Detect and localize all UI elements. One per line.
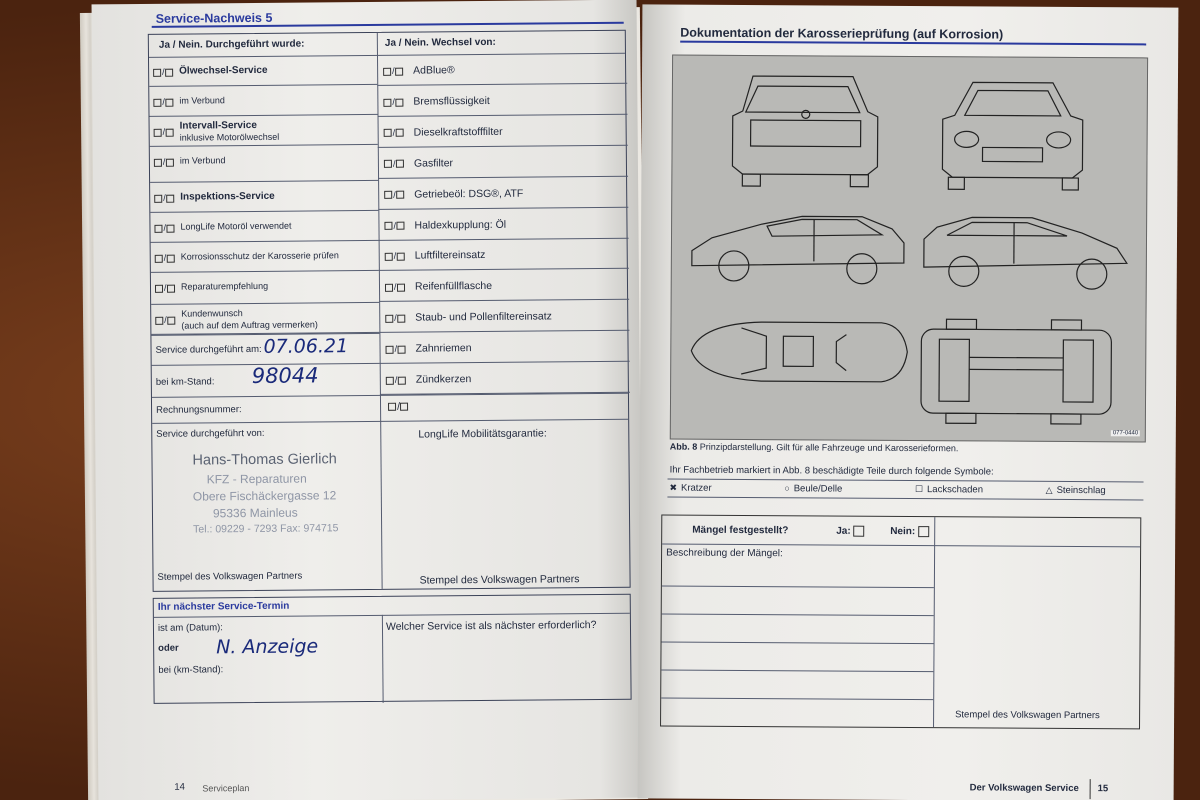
replacement-row[interactable]	[380, 362, 630, 395]
replacement-row-label: Staub- und Pollenfiltereinsatz	[415, 310, 552, 324]
replacement-row[interactable]	[377, 53, 627, 86]
service-row[interactable]	[150, 145, 378, 183]
left-page-number: 14	[174, 781, 185, 793]
replacement-row-label: Luftfiltereinsatz	[414, 249, 486, 262]
service-row[interactable]	[149, 85, 377, 117]
next-or-label: oder	[158, 642, 179, 654]
yes-no-checkbox[interactable]: /	[385, 282, 406, 292]
replacement-row[interactable]	[379, 238, 629, 271]
yes-no-checkbox[interactable]: /	[385, 251, 406, 261]
service-date-label: Service durchgeführt am:	[155, 343, 262, 356]
performed-by-label: Service durchgeführt von:	[156, 427, 265, 440]
replacement-row-label: AdBlue®	[413, 64, 455, 77]
service-row[interactable]	[150, 211, 378, 243]
km-value[interactable]: 98044	[251, 363, 319, 389]
yes-no-checkbox[interactable]: /	[385, 313, 406, 323]
yes-no-checkbox[interactable]: /	[384, 189, 405, 199]
replacement-row[interactable]	[378, 207, 628, 240]
no-checkbox[interactable]	[918, 526, 929, 537]
symbol-legend	[669, 483, 1105, 497]
caption-label: Abb. 8	[669, 441, 698, 452]
figure-caption	[670, 442, 959, 454]
invoice-label: Rechnungsnummer:	[156, 404, 242, 416]
right-title: Dokumentation der Karosserieprüfung (auf Korrosion)	[680, 25, 1004, 42]
stamp-line3: 95336 Mainleus	[212, 505, 298, 521]
next-service-title: Ihr nächster Service-Termin	[157, 600, 290, 613]
replacement-row-label: Zahnriemen	[415, 342, 472, 355]
service-row-label: im Verbund	[179, 95, 225, 106]
km-label: bei km-Stand:	[155, 376, 215, 388]
caption-text: Prinzipdarstellung. Gilt für alle Fahrzeuge und Karosserieformen.	[699, 441, 959, 454]
right-column-header: Ja / Nein. Wechsel von:	[384, 36, 496, 49]
yes-no-checkbox[interactable]: /	[155, 315, 176, 325]
replacement-row[interactable]	[379, 331, 629, 364]
next-service-box	[153, 594, 632, 704]
next-handwritten[interactable]: N. Anzeige	[216, 635, 319, 659]
service-row[interactable]	[151, 271, 379, 305]
no-option[interactable]: Nein:	[890, 526, 930, 537]
stone-chip-icon: △	[1045, 484, 1053, 495]
service-row[interactable]	[149, 55, 377, 87]
service-table	[148, 30, 631, 592]
car-top-view-icon	[691, 322, 907, 382]
car-diagram[interactable]	[670, 55, 1148, 443]
next-km-label: bei (km-Stand):	[158, 664, 224, 676]
next-date-label: ist am (Datum):	[157, 622, 223, 634]
service-row-sublabel: (auch auf dem Auftrag vermerken)	[181, 319, 318, 331]
symbol-dent: ○ Beule/Delle	[784, 483, 843, 495]
stamp-line1: KFZ - Reparaturen	[206, 471, 307, 487]
symbol-scratch: ✖ Kratzer	[669, 482, 712, 494]
yes-no-checkbox[interactable]: /	[155, 283, 176, 293]
service-row-label: Inspektions-Service	[180, 190, 275, 203]
figure-id: 077-0440	[1112, 430, 1139, 437]
defects-question: Mängel festgestellt?	[692, 524, 789, 537]
yes-no-checkbox[interactable]: /	[154, 223, 175, 233]
yes-no-checkbox[interactable]: /	[154, 193, 175, 203]
yes-no-checkbox[interactable]: /	[153, 97, 174, 107]
right-page-number: 15	[1097, 783, 1109, 795]
car-diagram-svg	[671, 56, 1149, 444]
replacement-row[interactable]	[379, 269, 629, 302]
replacement-row-label: Haldexkupplung: Öl	[414, 218, 507, 232]
yes-no-checkbox[interactable]: /	[383, 66, 404, 76]
stamp-line2: Obere Fischäckergasse 12	[192, 488, 337, 504]
service-row[interactable]	[150, 115, 378, 147]
replacement-row[interactable]	[378, 145, 628, 178]
replacement-row[interactable]	[379, 300, 629, 333]
defects-table	[660, 514, 1141, 729]
next-service-question: Welcher Service ist als nächster erforderlich?	[385, 619, 597, 633]
stamp-name: Hans-Thomas Gierlich	[192, 451, 337, 469]
yes-no-checkbox[interactable]: /	[384, 127, 405, 137]
service-row-label: LongLife Motoröl verwendet	[180, 220, 292, 232]
service-row-label: Korrosionsschutz der Karosserie prüfen	[180, 250, 339, 262]
service-row-label: Kundenwunsch	[181, 308, 243, 319]
yes-no-checkbox[interactable]: /	[384, 158, 405, 168]
service-date-value[interactable]: 07.06.21	[263, 335, 349, 358]
yes-no-checkbox[interactable]: /	[154, 127, 175, 137]
page-title: Service-Nachweis 5	[155, 10, 273, 26]
service-row-label: Intervall-Service	[179, 119, 257, 132]
stamp-label-right: Stempel des Volkswagen Partners	[419, 573, 580, 587]
paint-damage-icon: ☐	[914, 484, 924, 495]
replacement-row-label: Zündkerzen	[415, 373, 472, 386]
replacement-row-label: Gasfilter	[413, 156, 454, 170]
replacement-row[interactable]	[378, 115, 628, 148]
yes-no-checkbox[interactable]: /	[155, 253, 176, 263]
description-label: Beschreibung der Mängel:	[666, 547, 783, 560]
yes-no-checkbox[interactable]: /	[383, 97, 404, 107]
left-page	[92, 0, 644, 800]
defects-stamp-label: Stempel des Volkswagen Partners	[955, 709, 1100, 722]
car-rear-view-icon	[732, 76, 878, 187]
symbol-stone: △ Steinschlag	[1045, 484, 1106, 497]
replacement-row-label: Bremsflüssigkeit	[413, 94, 490, 108]
service-row-sublabel: inklusive Motorölwechsel	[179, 131, 280, 143]
replacement-row-label: Getriebeöl: DSG®, ATF	[414, 187, 524, 201]
yes-no-checkbox[interactable]: /	[386, 344, 407, 354]
service-row[interactable]	[150, 181, 378, 213]
left-column-header: Ja / Nein. Durchgeführt wurde:	[158, 38, 305, 51]
replacement-row-label: Dieselkraftstofffilter	[413, 125, 503, 139]
dent-icon: ○	[784, 483, 790, 494]
yes-no-checkbox[interactable]: /	[386, 375, 407, 385]
service-row-label: Reparaturempfehlung	[180, 280, 269, 292]
car-underbody-icon	[921, 319, 1112, 424]
replacement-row-label: Reifenfüllflasche	[414, 280, 493, 293]
yes-option[interactable]: Ja:	[836, 526, 865, 537]
invoice-checkbox[interactable]: /	[388, 401, 409, 413]
car-right-side-icon	[924, 217, 1127, 289]
longlife-label: LongLife Mobilitätsgarantie:	[418, 427, 547, 441]
right-page	[638, 4, 1179, 800]
service-row[interactable]	[151, 241, 379, 273]
yes-no-checkbox[interactable]: /	[384, 220, 405, 230]
stamp-line4: Tel.: 09229 - 7293 Fax: 974715	[193, 522, 339, 536]
left-footer-text: Serviceplan	[202, 783, 250, 794]
left-title-bar	[152, 6, 624, 28]
right-footer-text: Der Volkswagen Service	[969, 782, 1079, 795]
replacement-row[interactable]	[378, 176, 628, 209]
right-title-bar	[680, 25, 1146, 46]
yes-no-checkbox[interactable]: /	[154, 157, 175, 167]
symbol-paint: ☐ Lackschaden	[914, 484, 984, 496]
symbol-instruction: Ihr Fachbetrieb markiert in Abb. 8 beschädigte Teile durch folgende Symbole:	[669, 464, 994, 478]
car-front-view-icon	[942, 82, 1083, 190]
stamp-label-left: Stempel des Volkswagen Partners	[157, 570, 303, 583]
yes-no-checkbox[interactable]: /	[153, 67, 174, 77]
scratch-icon: ✖	[669, 482, 678, 493]
service-row-label: im Verbund	[179, 155, 226, 166]
service-row-label: Ölwechsel-Service	[179, 64, 268, 77]
yes-checkbox[interactable]	[853, 526, 864, 537]
replacement-row[interactable]	[377, 84, 627, 117]
service-row[interactable]	[151, 303, 379, 335]
car-left-side-icon	[692, 216, 904, 284]
